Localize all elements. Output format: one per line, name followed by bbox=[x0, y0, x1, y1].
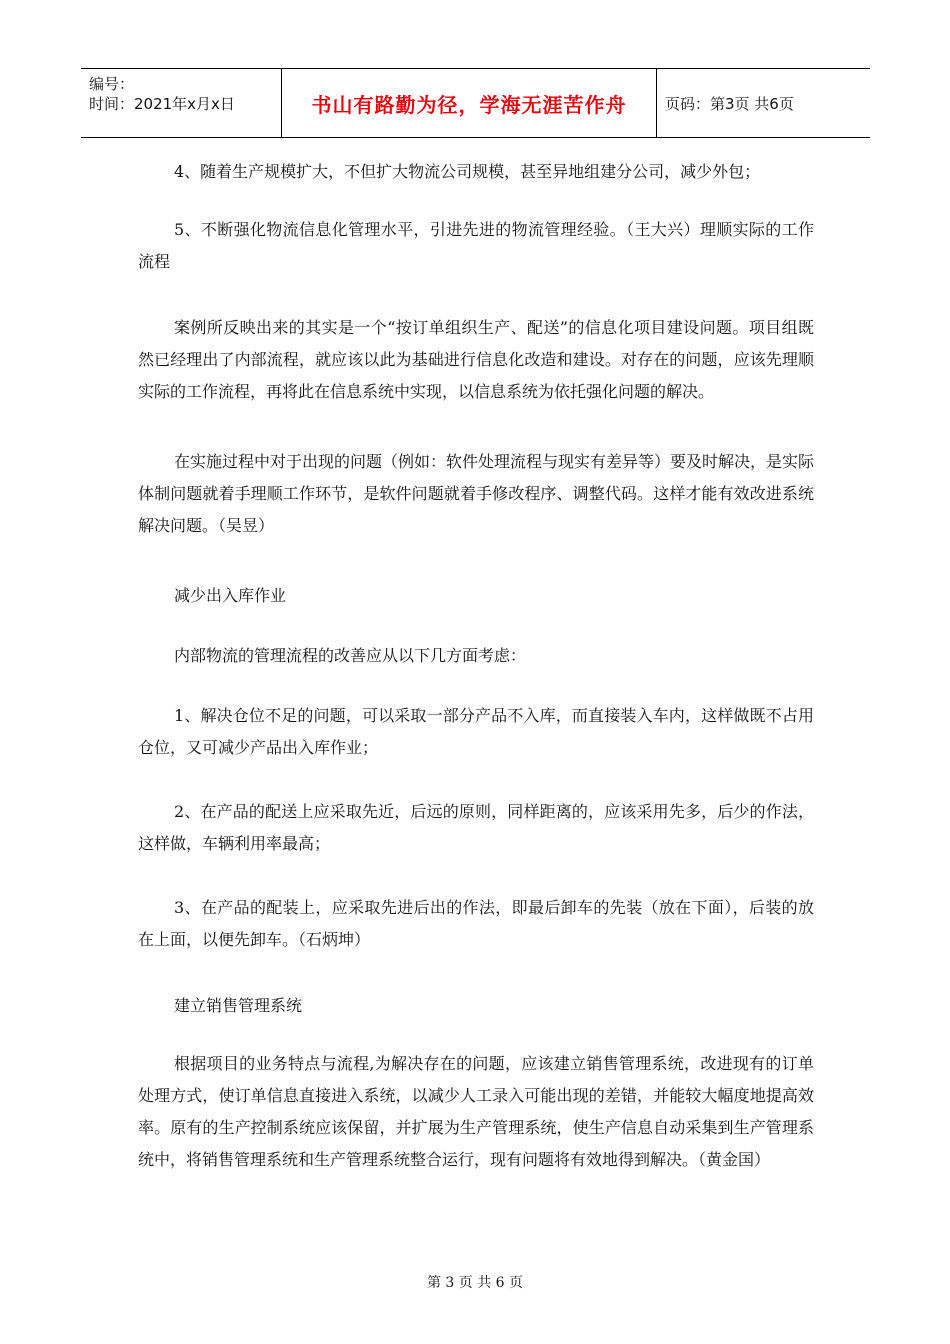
page-footer: 第 3 页 共 6 页 bbox=[426, 1275, 524, 1291]
paragraph-7: 2、在产品的配送上应采取先近，后远的原则，同样距离的，应该采用先多，后少的作法，这样做，车辆利用率最高； bbox=[138, 802, 814, 853]
motto-text: 书山有路勤为径，学海无涯苦作舟 bbox=[311, 92, 627, 117]
page-header bbox=[81, 68, 870, 138]
paragraph-3: 案例所反映出来的其实是一个“按订单组织生产、配送”的信息化项目建设问题。项目组既然已经理出了内部流程，就应该以此为基础进行信息化改造和建设。对存在的问题，应该先理顺实际的工作流程，再将此在信息系统中实现，以信息系统为依托强化问题的解决。 bbox=[138, 318, 814, 401]
page-indicator: 页码：第3页 共6页 bbox=[665, 95, 794, 113]
time-label: 时间：2021年x月x日 bbox=[89, 95, 235, 113]
paragraph-9: 根据项目的业务特点与流程,为解决存在的问题，应该建立销售管理系统，改进现有的订单处理方式，使订单信息直接进入系统，以减少人工录入可能出现的差错，并能较大幅度地提高效率。原有的生产控制系统应该保留，并扩展为生产管理系统，使生产信息自动采集到生产管理系统中，将销售管理系统和生产管理系统整合运行，现有问题将有效地得到解决。（黄金国） bbox=[138, 1054, 814, 1169]
paragraph-6: 1、解决仓位不足的问题，可以采取一部分产品不入库，而直接装入车内，这样做既不占用仓位，又可减少产品出入库作业； bbox=[138, 706, 814, 757]
paragraph-5: 内部物流的管理流程的改善应从以下几方面考虑： bbox=[174, 646, 527, 665]
section-heading-reduce-warehouse: 减少出入库作业 bbox=[174, 586, 287, 605]
paragraph-4: 在实施过程中对于出现的问题（例如：软件处理流程与现实有差异等）要及时解决，是实际体制问题就着手理顺工作环节，是软件问题就着手修改程序、调整代码。这样才能有效改进系统解决问题。（吴昱） bbox=[138, 452, 815, 535]
paragraph-1: 4、随着生产规模扩大，不但扩大物流公司规模，甚至异地组建分公司，减少外包； bbox=[174, 162, 761, 181]
paragraph-2: 5、不断强化物流信息化管理水平，引进先进的物流管理经验。（王大兴）理顺实际的工作流程 bbox=[138, 220, 814, 271]
number-label: 编号： bbox=[89, 75, 135, 93]
header-center-cell bbox=[282, 69, 656, 137]
paragraph-8: 3、在产品的配装上，应采取先进后出的作法，即最后卸车的先装（放在下面），后装的放在上面，以便先卸车。（石炳坤） bbox=[138, 898, 814, 949]
header-left-cell bbox=[81, 69, 282, 137]
section-heading-sales-system: 建立销售管理系统 bbox=[174, 996, 303, 1015]
header-right-cell bbox=[656, 69, 871, 137]
